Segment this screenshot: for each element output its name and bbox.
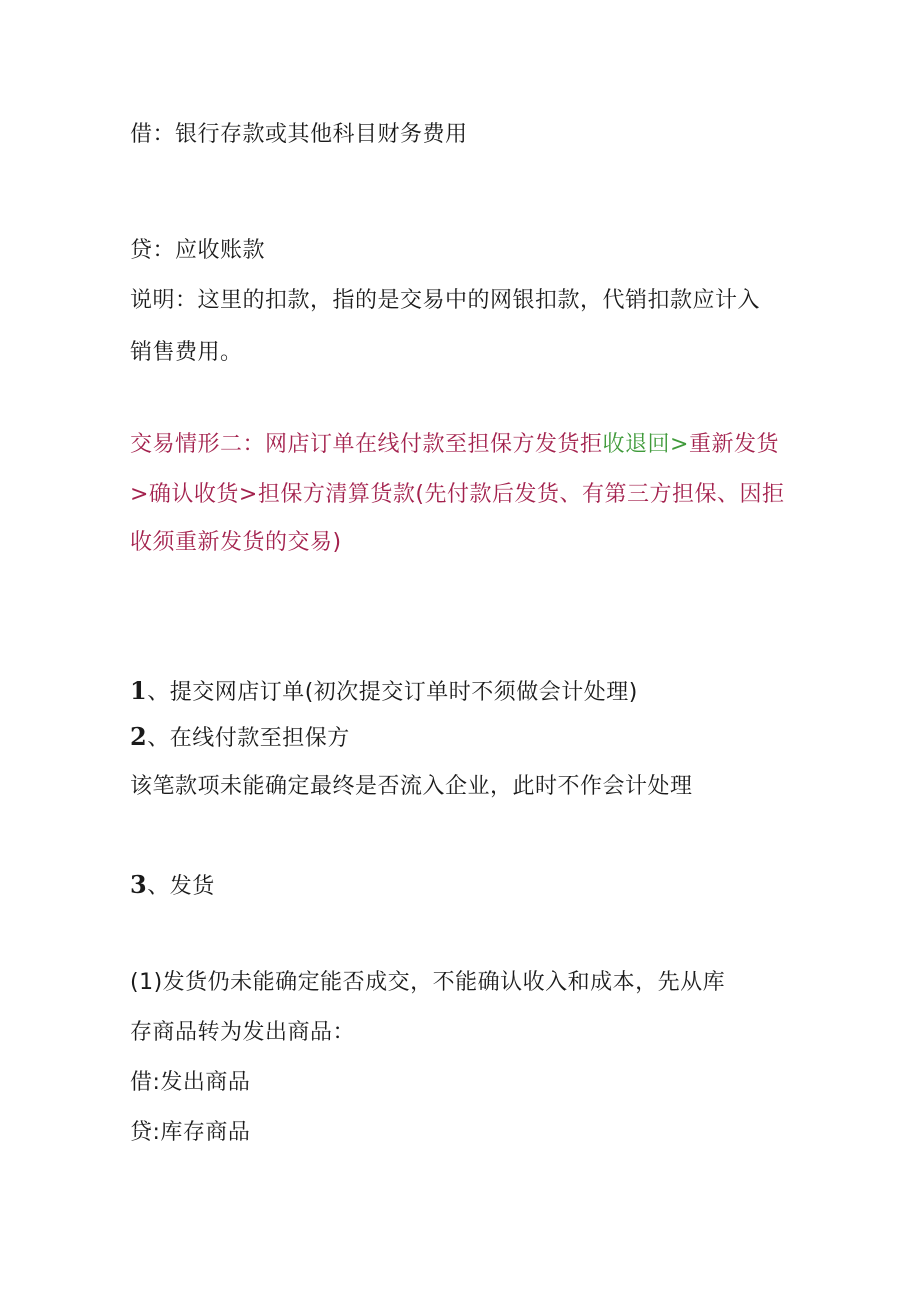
scenario-heading-line-2: >确认收货>担保方清算货款(先付款后发货、有第三方担保、因拒 bbox=[130, 482, 785, 507]
journal-entry-debit-shipped: 借:发出商品 bbox=[130, 1070, 251, 1095]
step-2-number: 2 bbox=[130, 722, 148, 751]
scenario-heading-line-3: 收须重新发货的交易) bbox=[130, 530, 342, 555]
scenario-heading-line-1 bbox=[130, 430, 779, 460]
step-1 bbox=[130, 676, 638, 708]
note-line-2: 销售费用。 bbox=[130, 340, 243, 365]
step-3-number: 3 bbox=[130, 870, 148, 899]
shipping-line-1: (1)发货仍未能确定能否成交，不能确认收入和成本，先从库 bbox=[130, 970, 726, 995]
note-line-1: 说明：这里的扣款，指的是交易中的网银扣款，代销扣款应计入 bbox=[130, 288, 761, 313]
shipping-line-2: 存商品转为发出商品： bbox=[130, 1020, 356, 1045]
step-3 bbox=[130, 870, 215, 902]
journal-entry-debit-bank: 借：银行存款或其他科目财务费用 bbox=[130, 122, 468, 147]
step-2-note: 该笔款项未能确定最终是否流入企业，此时不作会计处理 bbox=[130, 774, 693, 799]
step-2-text: 、在线付款至担保方 bbox=[147, 726, 350, 751]
journal-entry-credit-inventory: 贷:库存商品 bbox=[130, 1120, 251, 1145]
step-1-text: 、提交网店订单(初次提交订单时不须做会计处理) bbox=[147, 680, 638, 705]
step-1-number: 1 bbox=[130, 676, 148, 705]
step-3-text: 、发货 bbox=[147, 874, 215, 899]
scenario-heading-part-3: 重新发货 bbox=[688, 432, 779, 457]
scenario-heading-highlight: 收退回> bbox=[602, 432, 689, 457]
step-2 bbox=[130, 722, 350, 754]
journal-entry-credit-receivable: 贷：应收账款 bbox=[130, 238, 266, 263]
scenario-heading-part-1: 交易情形二：网店订单在线付款至担保方发货拒 bbox=[130, 432, 603, 457]
